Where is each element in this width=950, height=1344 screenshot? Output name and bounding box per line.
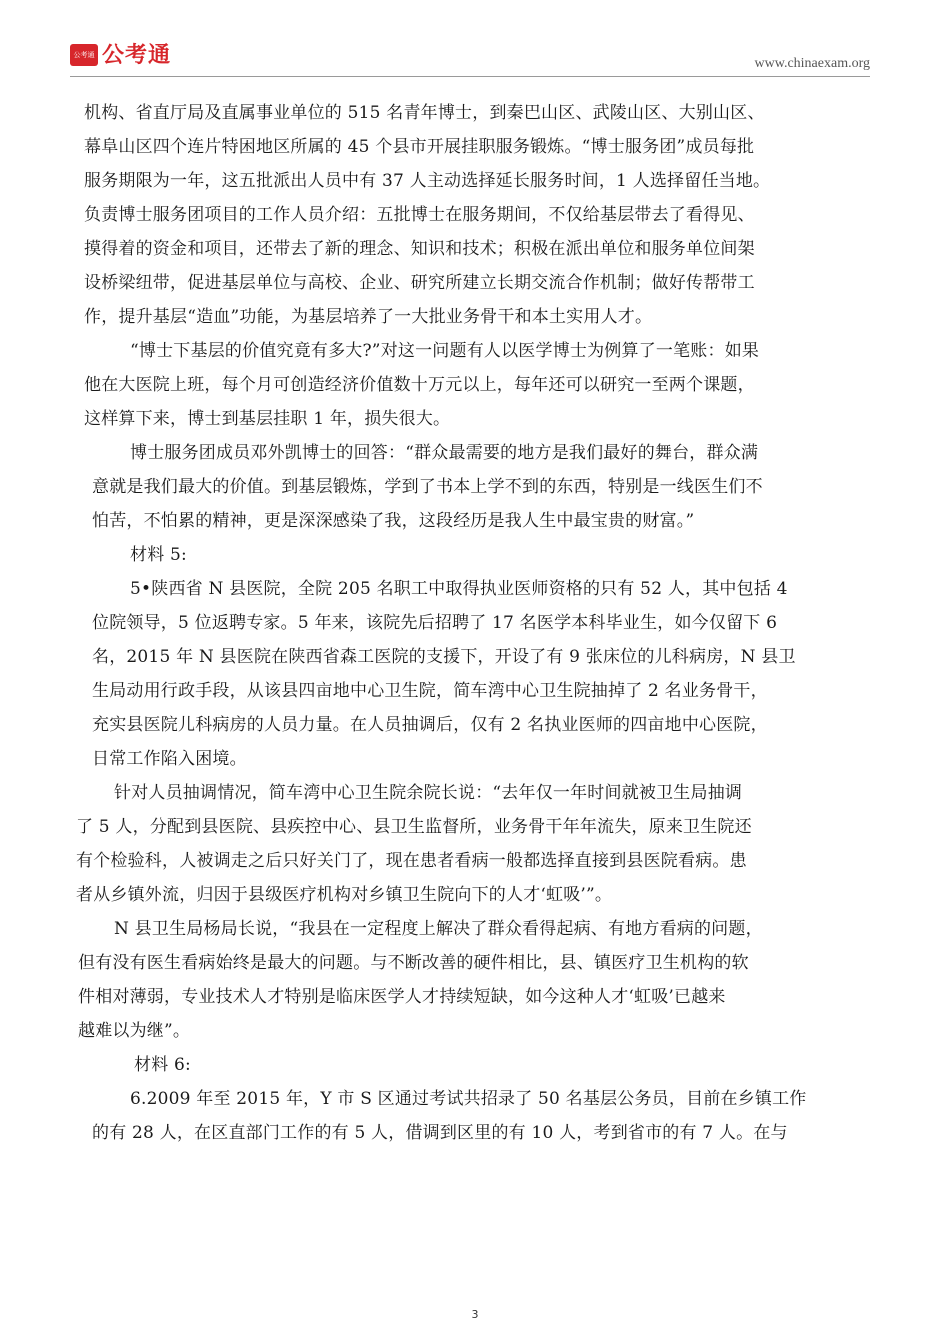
text-line: 5•陕西省 N 县医院，全院 205 名职工中取得执业医师资格的只有 52 人，其中包括 4	[130, 579, 788, 599]
text-line: 机构、省直厅局及直属事业单位的 515 名青年博士，到秦巴山区、武陵山区、大别山区、	[84, 103, 765, 123]
text-line: 日常工作陷入困境。	[92, 749, 247, 769]
text-line: 意就是我们最大的价值。到基层锻炼，学到了书本上学不到的东西，特别是一线医生们不	[92, 477, 763, 497]
text-line: 他在大医院上班，每个月可创造经济价值数十万元以上，每年还可以研究一至两个课题，	[84, 375, 755, 395]
text-line: 了 5 人，分配到县医院、县疾控中心、县卫生监督所，业务骨干年年流失，原来卫生院还	[76, 817, 752, 837]
paragraph	[78, 946, 874, 1048]
paragraph	[84, 368, 874, 436]
paragraph	[84, 776, 874, 810]
text-line: 有个检验科，人被调走之后只好关门了，现在患者看病一般都选择直接到县医院看病。患	[76, 851, 747, 871]
text-line: 材料 6:	[134, 1055, 191, 1075]
text-line: 但有没有医生看病始终是最大的问题。与不断改善的硬件相比，县、镇医疗卫生机构的软	[78, 953, 749, 973]
paragraph	[84, 912, 874, 946]
page-number: 3	[471, 1308, 479, 1321]
text-line: 名，2015 年 N 县医院在陕西省森工医院的支援下，开设了有 9 张床位的儿科病房，N 县卫	[92, 647, 796, 667]
paragraph	[84, 572, 874, 606]
document-body	[76, 96, 874, 1150]
site-url[interactable]: www.chinaexam.org	[754, 56, 870, 71]
text-line: 负责博士服务团项目的工作人员介绍：五批博士在服务期间，不仅给基层带去了看得见、	[84, 205, 755, 225]
header-divider	[70, 76, 870, 77]
paragraph	[84, 470, 874, 538]
paragraph	[84, 96, 874, 334]
text-line: 的有 28 人，在区直部门工作的有 5 人，借调到区里的有 10 人，考到省市的有 7 人。在与	[92, 1123, 788, 1143]
text-line: “博士下基层的价值究竟有多大?”对这一问题有人以医学博士为例算了一笔账：如果	[130, 341, 760, 361]
paragraph	[76, 810, 874, 912]
text-line: 者从乡镇外流，归因于县级医疗机构对乡镇卫生院向下的人才‘虹吸’”。	[76, 885, 613, 905]
text-line: 服务期限为一年，这五批派出人员中有 37 人主动选择延长服务时间，1 人选择留任当地。	[84, 171, 771, 191]
logo-badge: 公考通	[70, 44, 98, 66]
text-line: 这样算下来，博士到基层挂职 1 年，损失很大。	[84, 409, 451, 429]
text-line: N 县卫生局杨局长说，“我县在一定程度上解决了群众看得起病、有地方看病的问题，	[114, 919, 763, 939]
text-line: 幕阜山区四个连片特困地区所属的 45 个县市开展挂职服务锻炼。“博士服务团”成员每批	[84, 137, 755, 157]
text-line: 作，提升基层“造血”功能，为基层培养了一大批业务骨干和本土实用人才。	[84, 307, 653, 327]
paragraph	[84, 538, 874, 572]
text-line: 摸得着的资金和项目，还带去了新的理念、知识和技术；积极在派出单位和服务单位间架	[84, 239, 755, 259]
paragraph	[84, 1082, 874, 1116]
paragraph	[84, 1116, 874, 1150]
text-line: 6.2009 年至 2015 年，Y 市 S 区通过考试共招录了 50 名基层公务员，目前在乡镇工作	[130, 1089, 807, 1109]
text-line: 位院领导，5 位返聘专家。5 年来，该院先后招聘了 17 名医学本科毕业生，如今仅留下 6	[92, 613, 778, 633]
text-line: 设桥梁纽带，促进基层单位与高校、企业、研究所建立长期交流合作机制；做好传帮带工	[84, 273, 755, 293]
paragraph	[84, 334, 874, 368]
page-header	[70, 38, 870, 78]
paragraph	[84, 1048, 874, 1082]
paragraph	[84, 606, 874, 776]
text-line: 针对人员抽调情况，简车湾中心卫生院余院长说：“去年仅一年时间就被卫生局抽调	[114, 783, 743, 803]
logo-text: 公考通	[102, 43, 172, 68]
text-line: 件相对薄弱，专业技术人才特别是临床医学人才持续短缺，如今这种人才‘虹吸’已越来	[78, 987, 726, 1007]
text-line: 材料 5:	[130, 545, 187, 565]
text-line: 充实县医院儿科病房的人员力量。在人员抽调后，仅有 2 名执业医师的四亩地中心医院，	[92, 715, 768, 735]
text-line: 生局动用行政手段，从该县四亩地中心卫生院，简车湾中心卫生院抽掉了 2 名业务骨干，	[92, 681, 768, 701]
text-line: 越难以为继”。	[78, 1021, 191, 1041]
text-line: 怕苦，不怕累的精神，更是深深感染了我，这段经历是我人生中最宝贵的财富。”	[92, 511, 695, 531]
text-line: 博士服务团成员邓外凯博士的回答：“群众最需要的地方是我们最好的舞台，群众满	[130, 443, 759, 463]
paragraph	[84, 436, 874, 470]
